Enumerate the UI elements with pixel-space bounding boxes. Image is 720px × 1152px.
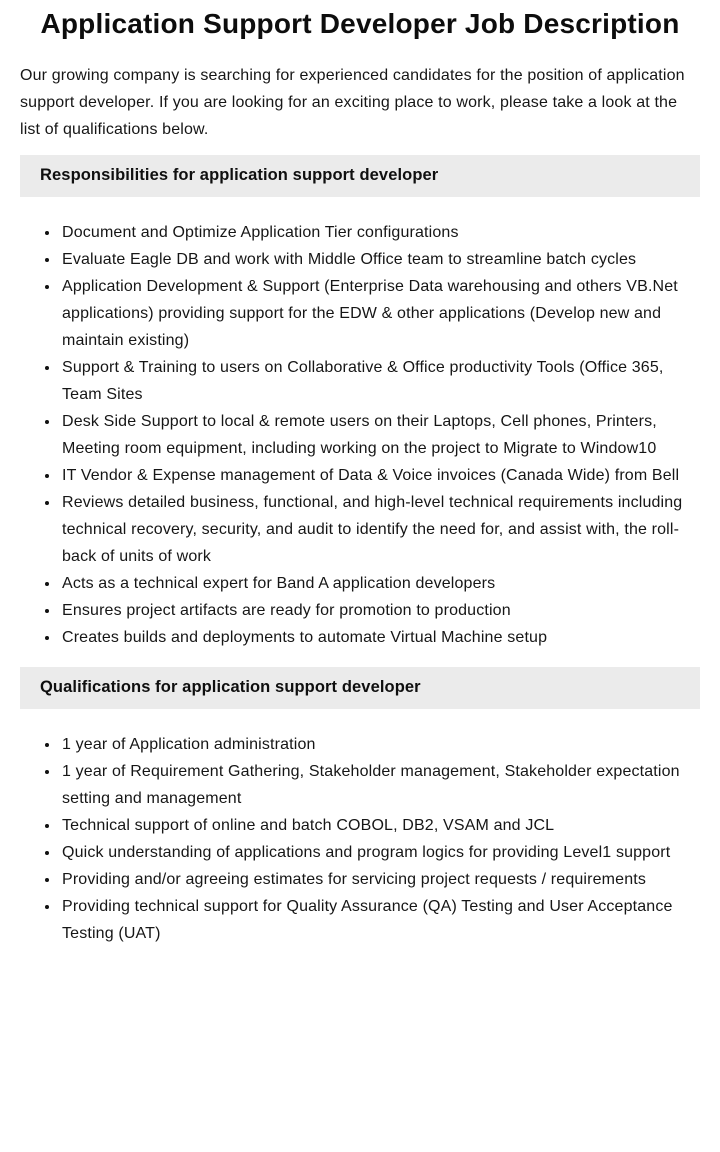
list-item: • Desk Side Support to local & remote users on their Laptops, Cell phones, Printers, Meeting room equipment, including working on the project to Migrate to Window10 (60, 408, 700, 462)
list-item: • Quick understanding of applications and program logics for providing Level1 support (60, 839, 700, 866)
section-heading: Responsibilities for application support developer (20, 155, 700, 197)
list-item: • 1 year of Application administration (60, 731, 700, 758)
list-item: • Evaluate Eagle DB and work with Middle Office team to streamline batch cycles (60, 246, 700, 273)
list-item: • Providing technical support for Quality Assurance (QA) Testing and User Acceptance Testing (UAT) (60, 893, 700, 947)
list-item: • IT Vendor & Expense management of Data & Voice invoices (Canada Wide) from Bell (60, 462, 700, 489)
bullet-list (20, 731, 700, 947)
list-item: • Creates builds and deployments to automate Virtual Machine setup (60, 624, 700, 651)
list-item: • Support & Training to users on Collaborative & Office productivity Tools (Office 365, Team Sites (60, 354, 700, 408)
intro-paragraph: Our growing company is searching for experienced candidates for the position of application support developer. If you are looking for an exciting place to work, please take a look at the list of qualifications below. (20, 67, 685, 138)
list-item: • Application Development & Support (Enterprise Data warehousing and others VB.Net applications) providing support for the EDW & other applications (Develop new and maintain existing) (60, 273, 700, 354)
job-section (0, 155, 720, 651)
bullet-list (20, 219, 700, 651)
list-item: • 1 year of Requirement Gathering, Stakeholder management, Stakeholder expectation setting and management (60, 758, 700, 812)
list-item: • Providing and/or agreeing estimates for servicing project requests / requirements (60, 866, 700, 893)
job-description-document (0, 6, 720, 947)
list-item: • Technical support of online and batch COBOL, DB2, VSAM and JCL (60, 812, 700, 839)
page-title: Application Support Developer Job Description (40, 8, 680, 39)
list-item: • Acts as a technical expert for Band A application developers (60, 570, 700, 597)
section-heading: Qualifications for application support developer (20, 667, 700, 709)
job-section (0, 667, 720, 947)
list-item: • Document and Optimize Application Tier configurations (60, 219, 700, 246)
sections-container (0, 155, 720, 947)
list-item: • Ensures project artifacts are ready for promotion to production (60, 597, 700, 624)
list-item: • Reviews detailed business, functional, and high-level technical requirements including technical recovery, security, and audit to identify the need for, and assist with, the roll-back of units of work (60, 489, 700, 570)
